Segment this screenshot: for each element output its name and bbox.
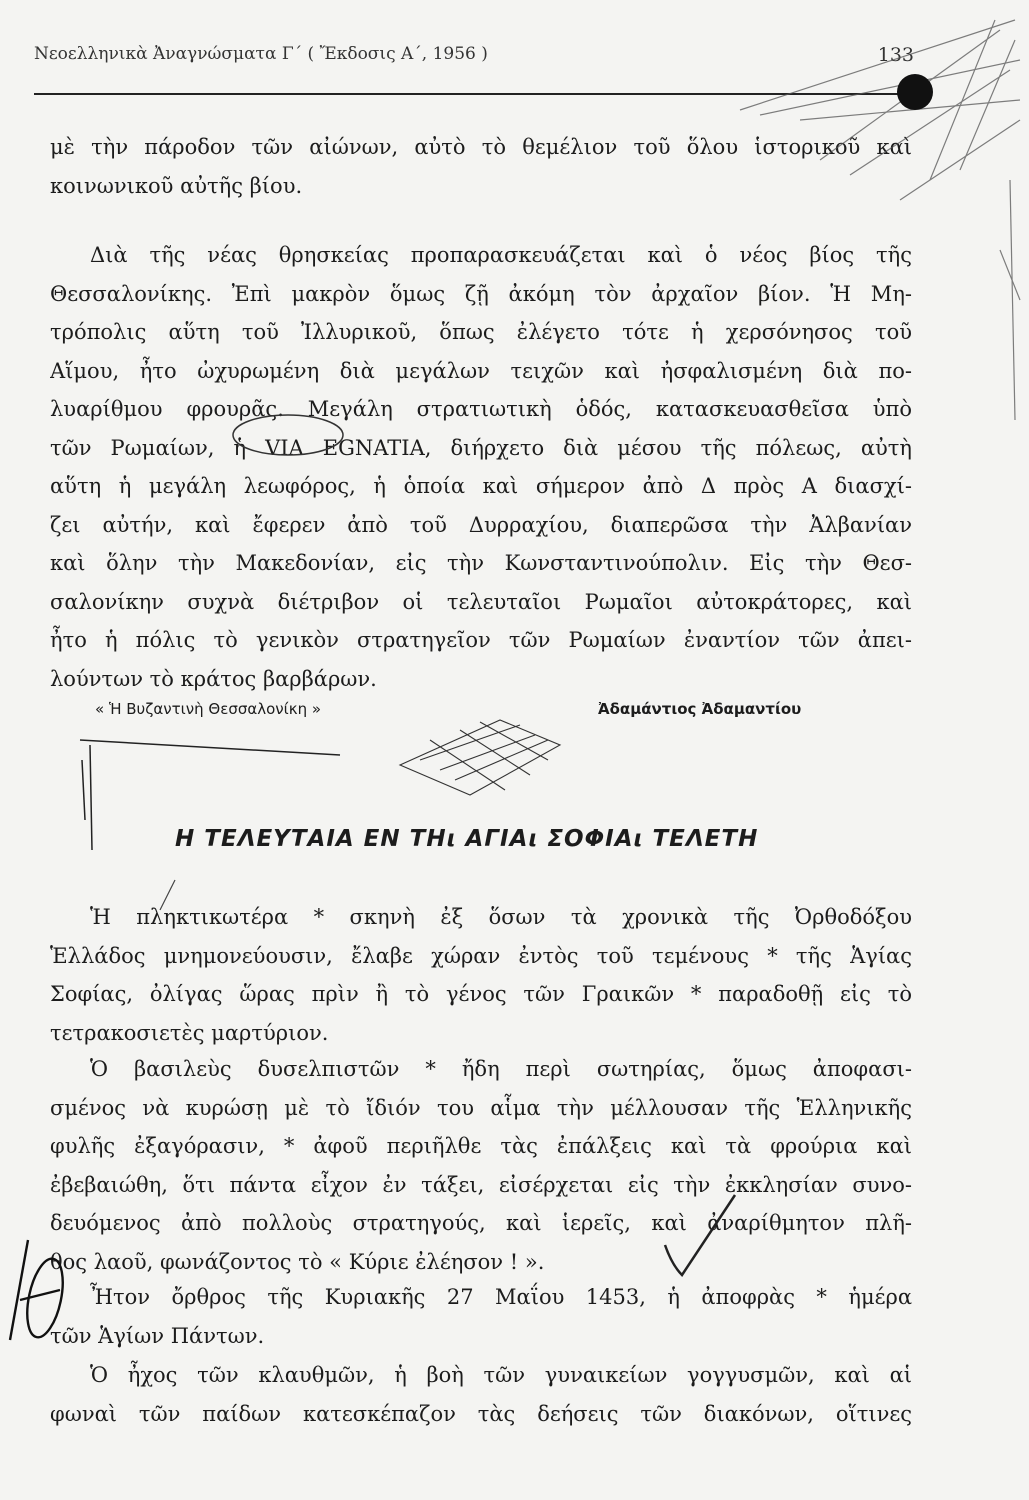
text-line: φωναὶ τῶν παίδων κατεσκέπαζον τὰς δεήσεις τῶν διακόνων, οἵτινες: [50, 1401, 912, 1426]
paragraph-thessaloniki: [50, 236, 912, 698]
page-number: 133: [877, 44, 914, 66]
text-line: Ἦτον ὄρθρος τῆς Κυριακῆς 27 Μαΐου 1453, ἡ ἀποφρὰς * ἡμέρα: [90, 1285, 912, 1309]
text-line: τῶν Ρωμαίων, ἡ VIA EGNATIA, διήρχετο διὰ μέσου τῆς πόλεως, αὐτὴ: [50, 435, 912, 460]
text-line: κοινωνικοῦ αὐτῆς βίου.: [50, 173, 303, 198]
section-title: Η ΤΕΛΕΥΤΑΙΑ ΕΝ ΤΗι ΑΓΙΑι ΣΟΦΙΑι ΤΕΛΕΤΗ: [175, 826, 759, 852]
source-author: Ἀδαμάντιος Ἀδαμαντίου: [598, 700, 802, 718]
text-line: σαλονίκην συχνὰ διέτριβον οἱ τελευταῖοι Ρωμαῖοι αὐτοκράτορες, καὶ: [50, 589, 912, 614]
text-line: Σοφίας, ὀλίγας ὥρας πρὶν ἢ τὸ γένος τῶν Γραικῶν * παραδοθῇ εἰς τὸ: [50, 982, 912, 1006]
text-line: ἦτο ἡ πόλις τὸ γενικὸν στρατηγεῖον τῶν Ρωμαίων ἐναντίον τῶν ἀπει-: [50, 628, 912, 652]
header-rule: [34, 93, 914, 95]
text-line: φυλῆς ἐξαγόρασιν, * ἀφοῦ περιῆλθε τὰς ἐπάλξεις καὶ τὰ φρούρια καὶ: [50, 1134, 912, 1158]
paragraph-scene: [50, 898, 912, 1052]
text-line: λούντων τὸ κράτος βαρβάρων.: [50, 666, 377, 691]
text-line: θος λαοῦ, φωνάζοντος τὸ « Κύριε ἐλέησον ! ».: [50, 1249, 545, 1274]
text-line: δευόμενος ἀπὸ πολλοὺς στρατηγούς, καὶ ἱερεῖς, καὶ ἀναρίθμητον πλῆ-: [50, 1211, 912, 1235]
text-line: τετρακοσιετὲς μαρτύριον.: [50, 1020, 329, 1045]
text-line: Ἡ πληκτικωτέρα * σκηνὴ ἐξ ὅσων τὰ χρονικὰ τῆς Ὀρθοδόξου: [90, 905, 912, 929]
paragraph-sounds: [50, 1356, 912, 1433]
text-line: Αἵμου, ἦτο ὠχυρωμένη διὰ μεγάλων τειχῶν καὶ ἠσφαλισμένη διὰ πο-: [50, 358, 912, 383]
text-line: τῶν Ἁγίων Πάντων.: [50, 1323, 265, 1348]
text-line: Ἑλλάδος μνημονεύουσιν, ἔλαβε χώραν ἐντὸς τοῦ τεμένους * τῆς Ἁγίας: [50, 943, 912, 968]
text-line: Ὁ ἦχος τῶν κλαυθμῶν, ἡ βοὴ τῶν γυναικείων γογγυσμῶν, καὶ αἱ: [90, 1363, 912, 1387]
paragraph-emperor: [50, 1050, 912, 1281]
text-line: ζει αὐτήν, καὶ ἔφερεν ἀπὸ τοῦ Δυρραχίου, διαπερῶσα τὴν Ἀλβανίαν: [50, 512, 912, 537]
source-work: « Ἡ Βυζαντινὴ Θεσσαλονίκη »: [95, 700, 322, 718]
text-line: Ὁ βασιλεὺς δυσελπιστῶν * ἤδη περὶ σωτηρίας, ὅμως ἀποφασι-: [90, 1057, 912, 1081]
text-line: μὲ τὴν πάροδον τῶν αἰώνων, αὐτὸ τὸ θεμέλιον τοῦ ὅλου ἱστορικοῦ καὶ: [50, 135, 912, 159]
header-title: Νεοελληνικὰ Ἀναγνώσματα Γ΄ ( Ἔκδοσις Α΄, 1956 ): [34, 44, 488, 64]
text-line: καὶ ὅλην τὴν Μακεδονίαν, εἰς τὴν Κωνσταντινούπολιν. Εἰς τὴν Θεσ-: [50, 551, 912, 575]
text-line: Διὰ τῆς νέας θρησκείας προπαρασκευάζεται καὶ ὁ νέος βίος τῆς: [90, 243, 912, 267]
text-line: ἐβεβαιώθη, ὅτι πάντα εἶχον ἐν τάξει, εἰσέρχεται εἰς τὴν ἐκκλησίαν συνο-: [50, 1172, 912, 1197]
ink-blot-icon: [897, 74, 933, 110]
text-line: αὕτη ἡ μεγάλη λεωφόρος, ἡ ὁποία καὶ σήμερον ἀπὸ Δ πρὸς Α διασχί-: [50, 474, 912, 498]
text-line: σμένος νὰ κυρώσῃ μὲ τὸ ἴδιόν του αἷμα τὴν μέλλουσαν τῆς Ἑλληνικῆς: [50, 1095, 912, 1120]
text-line: Θεσσαλονίκης. Ἐπὶ μακρὸν ὅμως ζῇ ἀκόμη τὸν ἀρχαῖον βίον. Ἡ Μη-: [50, 281, 912, 306]
text-line: λυαρίθμου φρουρᾶς. Μεγάλη στρατιωτικὴ ὁδός, κατασκευασθεῖσα ὑπὸ: [50, 397, 912, 421]
hatched-doodle-icon: [400, 720, 560, 795]
paragraph-date: [50, 1278, 912, 1355]
text-line: τρόπολις αὕτη τοῦ Ἰλλυρικοῦ, ὅπως ἐλέγετο τότε ἡ χερσόνησος τοῦ: [50, 320, 912, 344]
running-header: [34, 44, 914, 64]
paragraph-continuation: [50, 128, 912, 205]
